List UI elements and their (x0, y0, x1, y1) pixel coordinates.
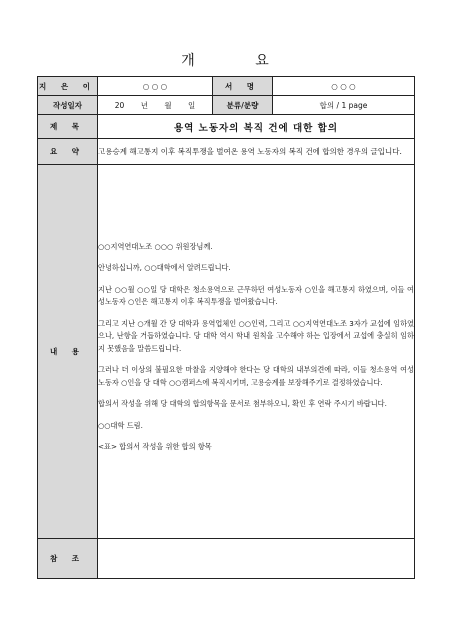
subject-value: 용역 노동자의 복직 건에 대한 합의 (98, 115, 415, 139)
content-label: 내 용 (38, 165, 98, 539)
category-label: 분류/분량 (213, 96, 273, 115)
summary-form-table (37, 76, 415, 579)
author-row (38, 77, 415, 96)
content-paragraph: ○○지역연대노조 ○○○ 위원장님께. (98, 241, 213, 251)
content-paragraph: ○○대학 드림. (98, 420, 143, 430)
content-paragraph: 그리고 지난 ○개월 간 당 대학과 용역업체인 ○○인력, 그리고 ○○지역연대노조 3자가 교섭에 임하였으나, 난항을 거듭하였습니다. 당 대학 역시 학내 원칙을 고수해야 하는 입장에서 교섭에 충실히 임하지 못했음을 말씀드립니다. (98, 318, 414, 353)
subject-row (38, 115, 415, 139)
author-value: ○ ○ ○ (98, 77, 213, 96)
content-paragraph: <표> 합의서 작성을 위한 합의 항목 (98, 442, 212, 451)
document-title: 개 요 (181, 53, 297, 69)
summary-row (38, 139, 415, 165)
summary-label: 요 약 (38, 139, 98, 165)
content-paragraph: 그러나 더 이상의 불필요한 마찰을 지양해야 한다는 당 대학의 내부의견에 따라, 이들 청소용역 여성노동자 ○인을 당 대학 ○○캠퍼스에 복직시키며, 고용승계를 보장해주기로 결정하였습니다. (98, 365, 414, 387)
author-label: 지 은 이 (38, 77, 98, 96)
date-row (38, 96, 415, 115)
category-value: 합의 / 1 page (273, 96, 415, 115)
reference-row (38, 539, 415, 579)
signature-label: 서 명 (213, 77, 273, 96)
date-value: 20 년 월 일 (98, 96, 213, 115)
content-paragraph: 지난 ○○월 ○○일 당 대학은 청소용역으로 근무하던 여성노동자 ○인을 해고통지 하였으며, 이들 여성노동자 ○인은 해고통지 이후 복직투쟁을 벌여왔습니다. (98, 284, 414, 306)
summary-value: 고용승계 해고통지 이후 복직투쟁을 벌여온 용역 노동자의 복직 건에 합의한 경우의 글입니다. (98, 139, 415, 165)
reference-value (98, 539, 415, 579)
reference-label: 참 조 (38, 539, 98, 579)
subject-label: 제 목 (38, 115, 98, 139)
content-paragraph: 안녕하십니까, ○○대학에서 알려드립니다. (98, 263, 231, 272)
date-label: 작성일자 (38, 96, 98, 115)
signature-value: ○ ○ ○ (273, 77, 415, 96)
content-paragraph: 합의서 작성을 위해 당 대학의 합의항목을 문서로 첨부하오니, 확인 후 연락 주시기 바랍니다. (98, 399, 387, 408)
content-row (38, 165, 415, 539)
content-body (98, 165, 415, 539)
